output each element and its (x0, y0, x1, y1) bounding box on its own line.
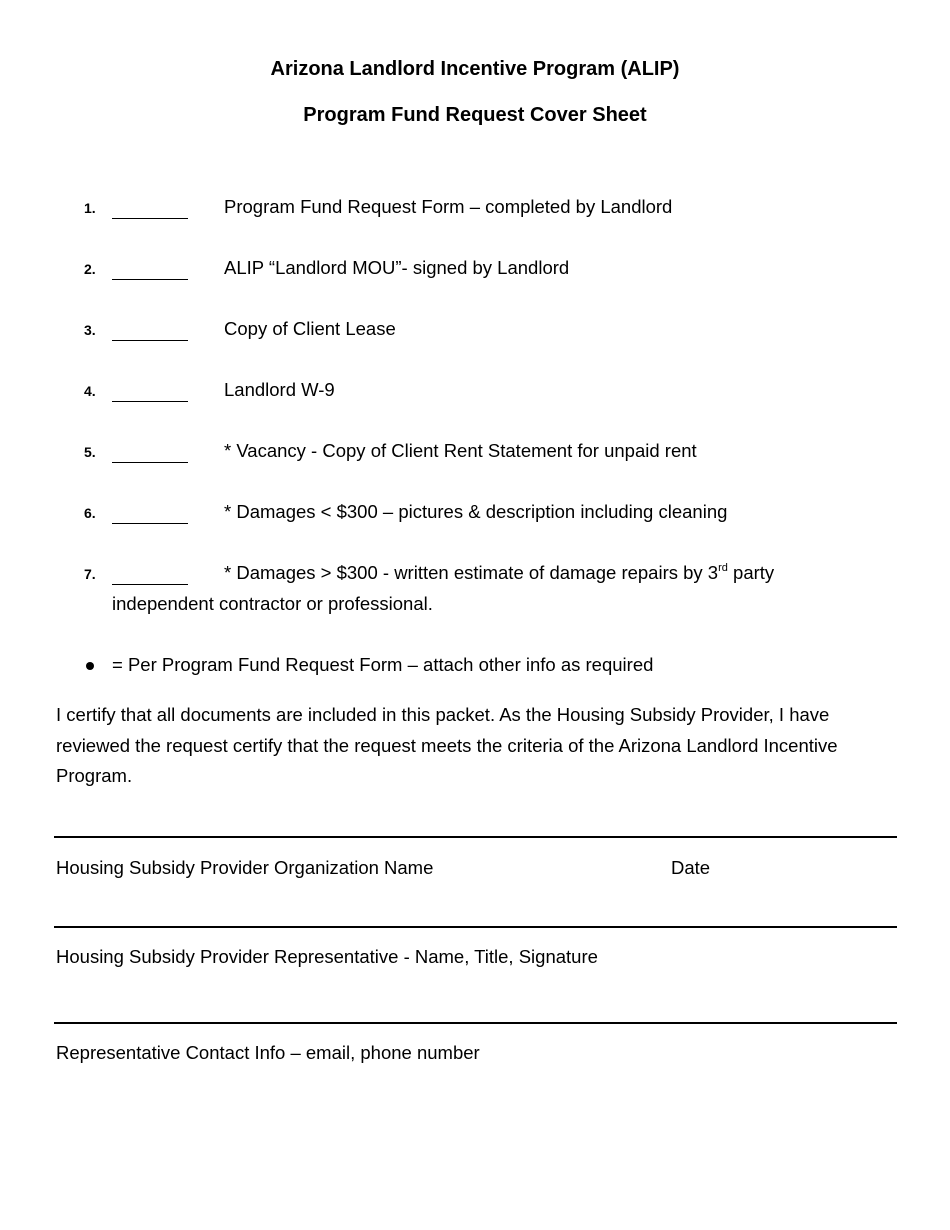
org-name-label: Housing Subsidy Provider Organization Name (56, 857, 434, 878)
check-blank[interactable] (112, 379, 188, 402)
item-number: 6. (84, 505, 96, 521)
item-text: ALIP “Landlord MOU”- signed by Landlord (224, 257, 570, 278)
check-blank[interactable] (112, 257, 188, 280)
ordinal-suffix: rd (718, 562, 728, 574)
item-text: Program Fund Request Form – completed by Landlord (224, 196, 673, 217)
item-number: 2. (84, 261, 96, 277)
item-text: Copy of Client Lease (224, 318, 396, 339)
signature-line[interactable] (54, 836, 897, 838)
check-blank[interactable] (112, 562, 188, 585)
signature-line[interactable] (54, 926, 897, 928)
date-label: Date (671, 857, 711, 878)
item-number: 4. (84, 383, 96, 399)
item-text: * Vacancy - Copy of Client Rent Statement for unpaid rent (224, 440, 697, 461)
item-number: 3. (84, 322, 96, 338)
document-subtitle: Program Fund Request Cover Sheet (303, 104, 647, 126)
item-number: 7. (84, 566, 96, 582)
item-text: Landlord W-9 (224, 379, 335, 400)
check-blank[interactable] (112, 440, 188, 463)
note-text: = Per Program Fund Request Form – attach other info as required (112, 654, 654, 675)
bullet-icon (86, 662, 94, 670)
item-number: 5. (84, 444, 96, 460)
item-text: * Damages < $300 – pictures & description including cleaning (224, 501, 728, 522)
document-title: Arizona Landlord Incentive Program (ALIP) (270, 58, 680, 80)
check-blank[interactable] (112, 318, 188, 341)
signature-line[interactable] (54, 1022, 897, 1024)
item-number: 1. (84, 200, 96, 216)
representative-label: Housing Subsidy Provider Representative - Name, Title, Signature (56, 946, 598, 967)
item-text-part: * Damages > $300 - written estimate of damage repairs by 3 (224, 562, 719, 583)
item-text-part: party (727, 562, 775, 583)
check-blank[interactable] (112, 501, 188, 524)
check-blank[interactable] (112, 196, 188, 219)
item-text (224, 562, 774, 584)
contact-info-label: Representative Contact Info – email, phone number (56, 1042, 480, 1063)
certification-statement: I certify that all documents are included in this packet. As the Housing Subsidy Provider, I have reviewed the request certify that the request meets the criteria of the Arizona Landlord Incentive Program. (56, 704, 838, 786)
item-text-continuation: independent contractor or professional. (112, 593, 433, 614)
